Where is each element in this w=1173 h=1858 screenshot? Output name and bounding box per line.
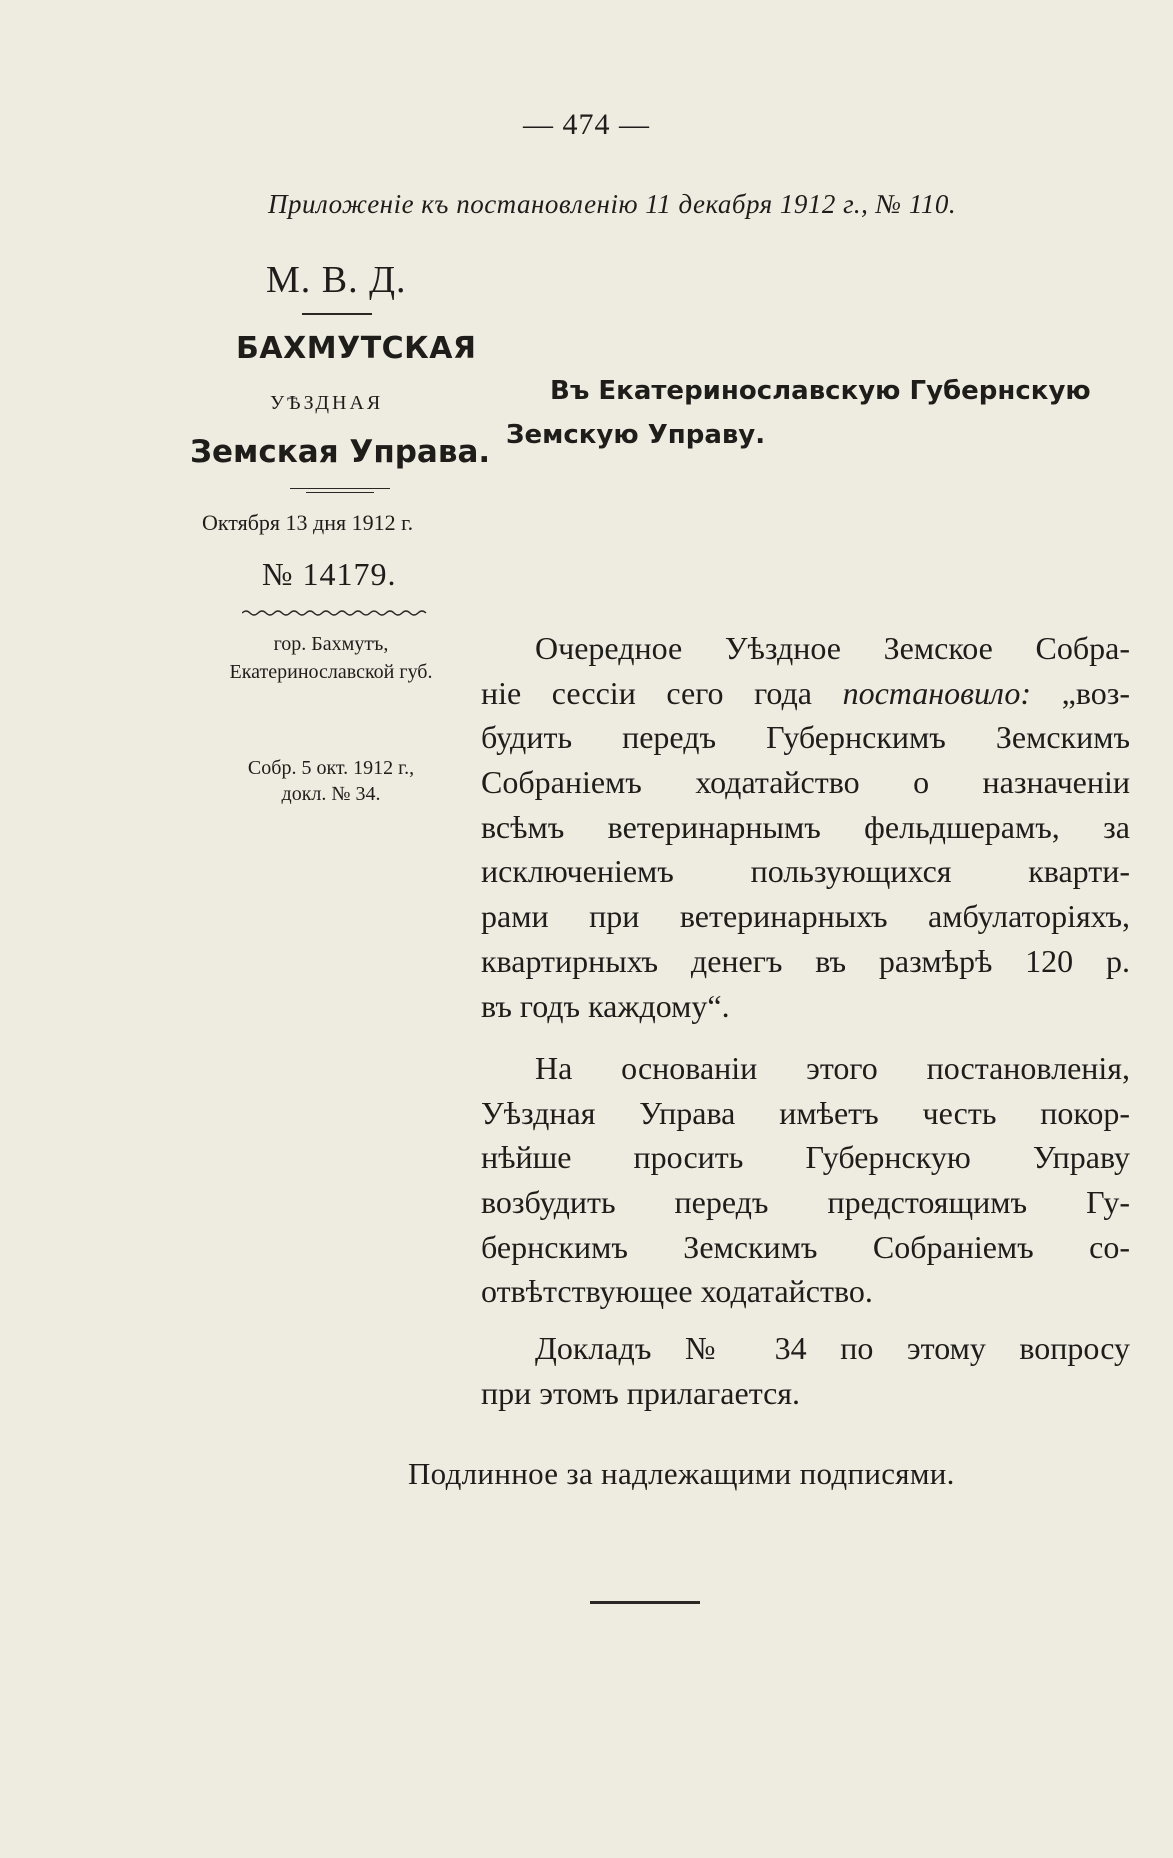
text-line: нѣйше просить Губернскую Управу: [481, 1139, 1130, 1176]
paragraph-request: [481, 1046, 1130, 1314]
text-fragment: ніе сессіи сего года: [481, 674, 812, 711]
appendix-date-number: 11 декабря 1912 г., № 110.: [645, 189, 957, 219]
original-signature-note: Подлинное за надлежащими подписями.: [408, 1456, 955, 1491]
addressee-line-1: Въ Екатеринославскую Губернскую: [550, 376, 1091, 406]
addressee-line-2: Земскую Управу.: [506, 420, 766, 450]
district-name: БАХМУТСКАЯ: [236, 331, 477, 366]
divider: [290, 488, 390, 489]
wavy-divider: [242, 608, 428, 618]
text-line: будить передъ Губернскимъ Земскимъ: [481, 719, 1130, 756]
province-line: Екатеринославской губ.: [229, 661, 433, 683]
text-line: [481, 671, 1130, 716]
district-type: УѢЗДНАЯ: [270, 392, 384, 414]
text-line: Докладъ № 34 по этому вопросу: [535, 1330, 1130, 1366]
text-line: исключеніемъ пользующихся кварти-: [481, 853, 1130, 890]
city-line: гор. Бахмутъ,: [273, 633, 389, 655]
registration-number: № 14179.: [262, 556, 397, 592]
text-line: На основаніи этого постановленія,: [535, 1050, 1130, 1086]
addressee: [506, 369, 1146, 457]
text-line: возбудить передъ предстоящимъ Гу-: [481, 1184, 1130, 1221]
ministry-abbreviation: М. В. Д.: [266, 259, 407, 301]
text-line: въ годъ каждому“.: [481, 987, 730, 1024]
divider: [302, 313, 372, 315]
text-line: всѣмъ ветеринарнымъ фельдшерамъ, за: [481, 808, 1130, 845]
council-name: Земская Управа.: [190, 434, 491, 470]
divider: [306, 492, 374, 493]
meeting-date: Собр. 5 окт. 1912 г.,: [247, 757, 415, 779]
text-line: Уѣздная Управа имѣетъ честь покор-: [481, 1094, 1130, 1131]
text-line: бернскимъ Земскимъ Собраніемъ со-: [481, 1228, 1130, 1265]
letter-date: Октября 13 дня 1912 г.: [202, 510, 414, 535]
closing-rule: [590, 1601, 700, 1604]
city-stamp: [210, 630, 452, 686]
text-line: при этомъ прилагается.: [481, 1374, 800, 1411]
page-number: — 474 —: [523, 108, 650, 141]
text-fragment: „воз-: [1061, 674, 1130, 711]
appendix-prefix: Приложеніе къ постановленію: [268, 189, 638, 219]
meeting-reference: [210, 755, 452, 807]
report-number: докл. № 34.: [281, 783, 381, 805]
text-line: Очередное Уѣздное Земское Собра-: [535, 630, 1130, 666]
text-line: квартирныхъ денегъ въ размѣрѣ 120 р.: [481, 942, 1130, 979]
text-line: рами при ветеринарныхъ амбулаторіяхъ,: [481, 898, 1130, 935]
paragraph-attachment: [481, 1326, 1130, 1415]
text-line: Собраніемъ ходатайство о назначеніи: [481, 764, 1130, 801]
appendix-heading: [268, 189, 956, 220]
paragraph-resolution: [481, 626, 1130, 1028]
text-line: отвѣтствующее ходатайство.: [481, 1273, 873, 1310]
emphasis-text: постановило:: [842, 674, 1032, 711]
